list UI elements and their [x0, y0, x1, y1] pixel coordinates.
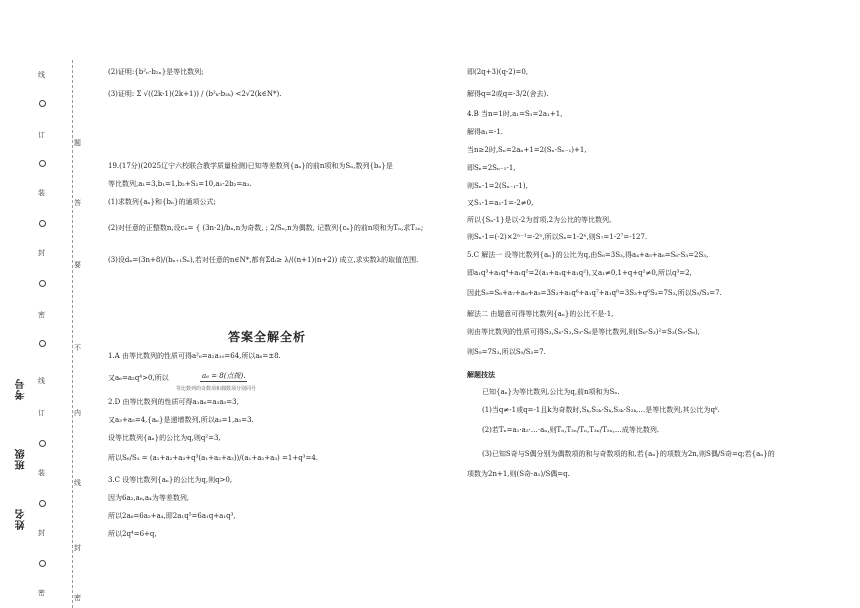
binding-hole-circle	[39, 560, 46, 567]
answer-line: 2.D 由等比数列的性质可得a₁a₆=a₃a₅=3,	[108, 398, 239, 406]
tip-line: (3)已知S奇与S偶分别为偶数项的和与奇数项的和,若{aₙ}的项数为2n,则S偶/S奇=q;若{aₙ}的	[482, 450, 775, 458]
answer-line: 即Sₙ=2Sₙ₋₁-1,	[467, 164, 516, 172]
problem-line: (1)求数列{aₙ}和{bₙ}的通项公式;	[108, 198, 216, 206]
name-label: 姓名	[16, 508, 27, 530]
answer-line: 4.B 当n=1时,a₁=S₁=2a₁+1,	[467, 110, 563, 118]
margin-char: 封	[38, 249, 45, 257]
margin-inner-char: 不	[74, 344, 81, 352]
margin-char: 线	[38, 71, 45, 79]
answer-line: 又a₃+a₅=4,{aₙ}是递增数列,所以a₃=1,a₅=3.	[108, 416, 254, 424]
answer-line: 所以2q⁴=6+q,	[108, 530, 157, 538]
answer-line: 即(2q+3)(q-2)=0,	[467, 68, 529, 76]
answer-line: 解法二 由题意可得等比数列{aₙ}的公比不是-1,	[467, 310, 614, 318]
tip-heading: 解题技法	[467, 370, 495, 379]
binding-hole-circle	[39, 340, 46, 347]
answer-line: 即a₁q³+a₁q⁴+a₁q⁵=2(a₁+a₁q+a₁q²),又a₁≠0,1+q+q²≠0,所以q³=2,	[467, 269, 692, 277]
margin-char: 装	[38, 469, 45, 477]
annotation-note: 等比数列的奇数项和偶数项分别同号	[176, 386, 257, 392]
answer-line: 解得a₁=-1.	[467, 128, 503, 136]
margin-inner-char: 题	[74, 139, 81, 147]
problem-line: (2)对任意的正整数n,设cₙ= { (3n-2)/bₙ,n为奇数, ; 2/Sₙ,n为偶数, 记数列{cₙ}的前n项和为Tₙ,求T₂ₙ;	[108, 224, 424, 232]
answer-line: 则S₉=7S₃,所以S₉/S₃=7.	[467, 348, 546, 356]
answer-line: 当n≥2时,Sₙ=2aₙ+1=2(Sₙ-Sₙ₋₁)+1,	[467, 146, 587, 154]
margin-char: 封	[38, 529, 45, 537]
problem-line: 19.(17分)(2025辽宁六校联合教学质量检测)已知等差数列{aₙ}的前n项和为Sₙ,数列{bₙ}是	[108, 162, 393, 170]
answer-line: 所以2a₆=6a₂+a₄,即2a₁q⁵=6a₁q+a₁q³,	[108, 512, 236, 520]
margin-char: 密	[38, 589, 45, 597]
margin-char: 装	[38, 189, 45, 197]
answer-section-title: 答案全解全析	[228, 330, 307, 344]
answer-line: 所以S₆/S₃ = (a₁+a₂+a₃+q³(a₁+a₂+a₃))/(a₁+a₂+a₃) =1+q³=4.	[108, 454, 319, 462]
binding-hole-circle	[39, 100, 46, 107]
answer-line: 则Sₙ-1=2(Sₙ₋₁-1),	[467, 182, 528, 190]
margin-inner-char: 答	[74, 199, 81, 207]
margin-char: 订	[38, 131, 45, 139]
margin-inner-char: 要	[74, 261, 81, 269]
answer-line: 设等比数列{aₙ}的公比为q,则q²=3,	[108, 434, 221, 442]
margin-char: 线	[38, 377, 45, 385]
answer-line: 解得q=2或q=-3/2(舍去).	[467, 90, 549, 98]
binding-hole-circle	[39, 160, 46, 167]
tip-line: 项数为2n+1,则(S奇-a₁)/S偶=q.	[467, 470, 570, 478]
tip-line: (1)当q≠-1或q=-1且k为奇数时,Sₖ,S₂ₖ-Sₖ,S₃ₖ-S₂ₖ,…是等比数列,其公比为qᵏ.	[482, 406, 720, 414]
margin-inner-char: 封	[74, 544, 81, 552]
answer-line: 1.A 由等比数列的性质可得a²₆=a₂a₁₀=64,所以a₆=±8.	[108, 352, 281, 360]
answer-line: 3.C 设等比数列{aₙ}的公比为q,则q>0,	[108, 476, 233, 484]
answer-line: 5.C 解法一 设等比数列{aₙ}的公比为q,由S₆=3S₃,得a₄+a₅+a₆=S₆-S₃=2S₃,	[467, 251, 709, 259]
margin-inner-char: 内	[74, 409, 81, 417]
answer-line: 又S₁-1=a₁-1=-2≠0,	[467, 199, 534, 207]
binding-hole-circle	[39, 220, 46, 227]
problem-line: (2)证明:{b²ₙ-b₂ₙ}是等比数列;	[108, 68, 204, 76]
answer-line: 所以{Sₙ-1}是以-2为首项,2为公比的等比数列,	[467, 216, 612, 224]
margin-char: 密	[38, 311, 45, 319]
exam-number-label: 考号	[16, 378, 27, 400]
binding-hole-circle	[39, 440, 46, 447]
margin-inner-char: 线	[74, 479, 81, 487]
problem-line: 等比数列,a₁=3,b₁=1,b₂+S₂=10,a₅-2b₂=a₃.	[108, 180, 252, 188]
boxed-answer: a₆ = 8(点拨).	[202, 372, 246, 380]
class-label: 班级	[16, 448, 27, 470]
margin-char: 订	[38, 409, 45, 417]
problem-line: (3)设dₙ=(3n+8)/(bₙ₊₁Sₙ),若对任意的n∈N*,都有Σdᵢ≥ λ/((n+1)(n+2)) 成立,求实数λ的取值范围.	[108, 256, 419, 264]
answer-line: 则由等比数列的性质可得S₃,S₆-S₃,S₉-S₆是等比数列,则(S₆-S₃)²=S₃(S₉-S₆),	[467, 328, 700, 336]
cut-line	[72, 60, 73, 608]
binding-hole-circle	[39, 500, 46, 507]
answer-line: 因为6a₂,a₆,a₄为等差数列,	[108, 494, 190, 502]
answer-line: 因此S₉=S₆+a₇+a₈+a₉=3S₃+a₁q⁶+a₁q⁷+a₁q⁸=3S₃+q⁶S₃=7S₃,所以S₉/S₃=7.	[467, 289, 722, 297]
answer-line: 又a₆=a₂q⁴>0,所以	[108, 374, 169, 382]
problem-line: (3)证明: Σ √((2k-1)(2k+1)) / (b²ₖ-b₂ₖ) <2√2(k∈N*).	[108, 90, 282, 98]
tip-line: (2)若Tₙ=a₁·a₂·…·aₙ,则Tₙ,T₂ₙ/Tₙ,T₃ₙ/T₂ₙ,…成等比数列.	[482, 426, 660, 434]
binding-hole-circle	[39, 280, 46, 287]
margin-inner-char: 密	[74, 594, 81, 602]
tip-line: 已知{aₙ}为等比数列,公比为q,前n项和为Sₙ.	[482, 388, 620, 396]
answer-line: 则Sₙ-1=(-2)×2ⁿ⁻¹=-2ⁿ,所以Sₙ=1-2ⁿ,则S₇=1-2⁷=-127.	[467, 233, 648, 241]
